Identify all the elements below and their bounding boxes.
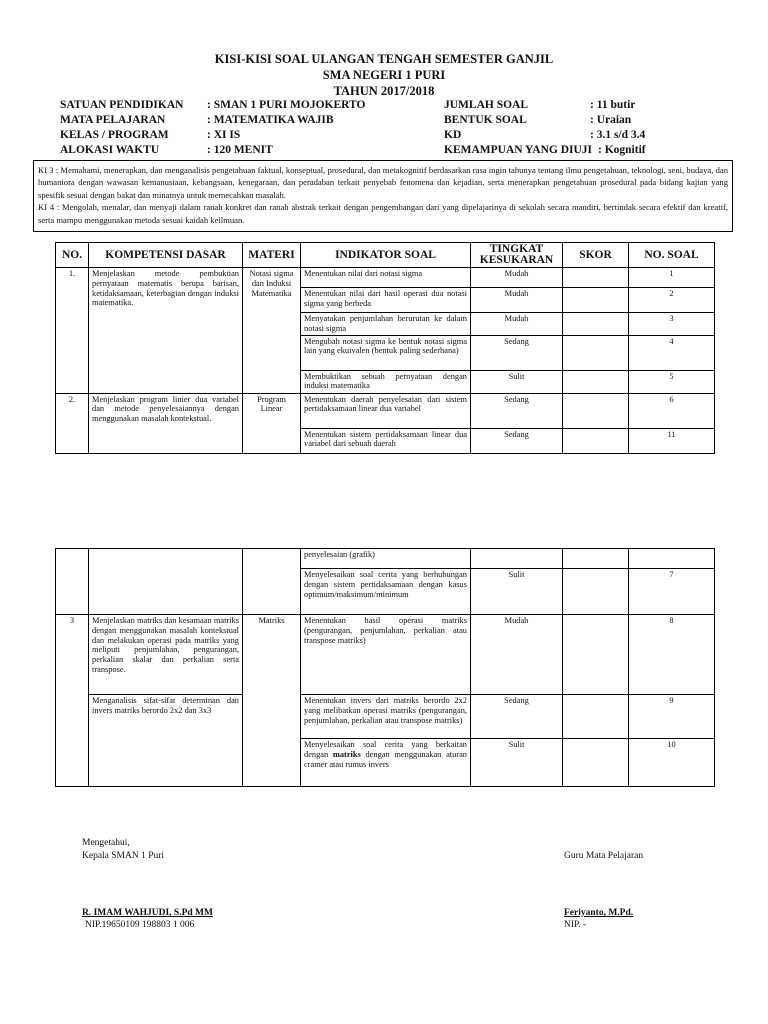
tingkat-cell: Mudah [471, 268, 563, 288]
skor-cell [563, 549, 629, 569]
skor-cell [563, 739, 629, 787]
row-number: 1. [56, 268, 89, 394]
indikator-text: Menyelesaikan soal cerita yang berkaitan dengan [304, 740, 467, 759]
core-competence-box [33, 160, 733, 232]
no-soal-cell: 7 [629, 569, 715, 615]
row-number [56, 549, 89, 615]
meta-value: : Uraian [590, 114, 632, 126]
meta-label: KD [444, 129, 462, 141]
indikator-cell: Menentukan nilai dari hasil operasi dua notasi sigma yang berbeda [301, 288, 471, 313]
indikator-cell: Menyelesaikan soal cerita yang berhubungan dengan sistem pertidaksamaan dengan kasus optimum/maksimum/minimum [301, 569, 471, 615]
principal-name: R. IMAM WAHJUDI, S.Pd MM [82, 908, 213, 918]
no-soal-cell: 11 [629, 428, 715, 453]
skor-cell [563, 393, 629, 428]
indikator-cell: Menentukan daerah penyelesaian dari sistem pertidaksamaan linear dua variabel [301, 393, 471, 428]
principal-title: Kepala SMAN 1 Puri [82, 851, 165, 861]
teacher-title: Guru Mata Pelajaran [564, 851, 644, 861]
meta-value: : SMAN 1 PURI MOJOKERTO [207, 99, 366, 111]
meta-value: : 120 MENIT [207, 144, 273, 156]
kompetensi-dasar-cell: Menganalisis sifat-sifat determinan dan invers matriks berordo 2x2 dan 3x3 [89, 695, 243, 787]
indikator-text: dengan menggunakan aturan cramer atau rumus invers [304, 749, 467, 769]
indikator-cell: Menentukan hasil operasi matriks (pengurangan, penjumlahan, perkalian atau transpose matriks) [301, 615, 471, 695]
indikator-cell: Menentukan sistem pertidaksamaan linear dua variabel dari sebuah daerah [301, 428, 471, 453]
tingkat-cell: Sulit [471, 569, 563, 615]
skor-cell [563, 288, 629, 313]
tingkat-cell: Sulit [471, 739, 563, 787]
table-row [56, 615, 715, 695]
skor-cell [563, 268, 629, 288]
acknowledged-label: Mengetahui, [82, 838, 130, 848]
no-soal-cell: 10 [629, 739, 715, 787]
kompetensi-dasar-cell: Menjelaskan program linier dua variabel dan metode penyelesaiannya dengan menggunakan masalah kontekstual. [89, 393, 243, 453]
tingkat-cell: Sulit [471, 370, 563, 393]
skor-cell [563, 370, 629, 393]
meta-value: : MATEMATIKA WAJIB [207, 114, 334, 126]
no-soal-cell: 3 [629, 313, 715, 336]
tingkat-cell: Sedang [471, 335, 563, 370]
header-no: NO. [56, 243, 89, 268]
school-name: SMA NEGERI 1 PURI [322, 68, 446, 82]
no-soal-cell: 4 [629, 335, 715, 370]
indikator-cell: Menyatakan penjumlahan berurutan ke dalam notasi sigma [301, 313, 471, 336]
indikator-cell: Membuktikan sebuah pernyataan dengan induksi matematika [301, 370, 471, 393]
header-indikator: INDIKATOR SOAL [301, 243, 471, 268]
kompetensi-dasar-cell: Menjelaskan metode pembuktian pernyataan matematis berupa barisan, ketidaksamaan, keterbagian dengan induksi matematika. [89, 268, 243, 394]
indikator-bold-text: matriks [332, 749, 361, 759]
tingkat-cell [471, 549, 563, 569]
meta-value: : XI IS [207, 129, 241, 141]
principal-nip: NIP.19650109 198803 1 006 [85, 920, 195, 930]
document-title: KISI-KISI SOAL ULANGAN TENGAH SEMESTER GANJIL [214, 52, 554, 66]
teacher-name: Feriyanto, M.Pd. [564, 908, 634, 918]
indikator-cell: Menentukan invers dari matriks berordo 2x2 yang melibatkan operasi matriks (pengurangan, penjumlahan, perkalian atau transpose matriks) [301, 695, 471, 739]
skor-cell [563, 695, 629, 739]
meta-label: BENTUK SOAL [444, 114, 527, 126]
skor-cell [563, 335, 629, 370]
header-no-soal: NO. SOAL [629, 243, 715, 268]
meta-label: SATUAN PENDIDIKAN [60, 99, 184, 111]
kisi-kisi-table [55, 242, 715, 454]
meta-label: JUMLAH SOAL [444, 99, 529, 111]
header-materi: MATERI [243, 243, 301, 268]
tingkat-cell: Sedang [471, 695, 563, 739]
materi-cell: Notasi sigma dan Induksi Matematika [243, 268, 301, 394]
ki4-text: KI 4 : Mengolah, menalar, dan menyaji dalam ranah konkret dan ranah abstrak terkait dengan pengembangan dari yang dipelajarinya di sekolah secara mandiri, bertindak secara efektif dan kreatif, serta mampu menggunakan metoda sesuai kaidah keilmuan. [38, 202, 728, 225]
meta-value: : 11 butir [590, 99, 636, 111]
meta-label: KEMAMPUAN YANG DIUJI [444, 144, 593, 156]
kompetensi-dasar-cell [89, 549, 243, 615]
tingkat-cell: Mudah [471, 615, 563, 695]
kisi-kisi-table-continued [55, 548, 715, 787]
indikator-cell: Menentukan nilai dari notasi sigma [301, 268, 471, 288]
table-row [56, 268, 715, 288]
skor-cell [563, 615, 629, 695]
table-row [56, 695, 715, 739]
kompetensi-dasar-cell: Menjelaskan matriks dan kesamaan matriks dengan menggunakan masalah kontekstual dan melakukan operasi pada matriks yang meliputi penjumlahan, pengurangan, perkalian skalar dan perkalian serta transpose. [89, 615, 243, 695]
no-soal-cell: 6 [629, 393, 715, 428]
header-skor: SKOR [563, 243, 629, 268]
no-soal-cell: 8 [629, 615, 715, 695]
tingkat-cell: Mudah [471, 288, 563, 313]
meta-label: MATA PELAJARAN [60, 114, 166, 126]
no-soal-cell [629, 549, 715, 569]
meta-label: ALOKASI WAKTU [60, 144, 160, 156]
skor-cell [563, 428, 629, 453]
indikator-cell [301, 739, 471, 787]
tingkat-cell: Sedang [471, 428, 563, 453]
materi-cell [243, 549, 301, 615]
meta-value: : 3.1 s/d 3.4 [590, 129, 646, 141]
tingkat-cell: Mudah [471, 313, 563, 336]
header-kompetensi-dasar: KOMPETENSI DASAR [89, 243, 243, 268]
no-soal-cell: 5 [629, 370, 715, 393]
row-number: 3 [56, 615, 89, 787]
row-number: 2. [56, 393, 89, 453]
meta-label: KELAS / PROGRAM [60, 129, 169, 141]
materi-cell: Program Linear [243, 393, 301, 453]
meta-value: : Kognitif [598, 144, 646, 156]
header-tingkat: TINGKAT KESUKARAN [471, 243, 563, 268]
tingkat-cell: Sedang [471, 393, 563, 428]
skor-cell [563, 569, 629, 615]
table-row [56, 549, 715, 569]
skor-cell [563, 313, 629, 336]
indikator-cell: penyelesaian (grafik) [301, 549, 471, 569]
no-soal-cell: 9 [629, 695, 715, 739]
materi-cell: Matriks [243, 615, 301, 787]
table-row [56, 393, 715, 428]
teacher-nip: NIP. - [564, 920, 587, 930]
indikator-cell: Mengubah notasi sigma ke bentuk notasi sigma lain yang ekuivalen (bentuk paling sederhana) [301, 335, 471, 370]
no-soal-cell: 1 [629, 268, 715, 288]
ki3-text: KI 3 : Memahami, menerapkan, dan menganalisis pengetahuan faktual, konseptual, prosedural, dan metakognitif berdasarkan rasa ingin tahunya tentang ilmu pengetahuan, teknologi, seni, budaya, dan humaniora dengan wawasan kemanusiaan, kebangsaan, kenegaraan, dan peradaban terkait penyebab fenomena dan kejadian, serta menerapkan pengetahuan prosedural pada bidang kajian yang spesifik sesuai dengan bakat dan minatnya untuk memecahkan masalah. [38, 165, 728, 200]
no-soal-cell: 2 [629, 288, 715, 313]
academic-year: TAHUN 2017/2018 [333, 84, 435, 98]
